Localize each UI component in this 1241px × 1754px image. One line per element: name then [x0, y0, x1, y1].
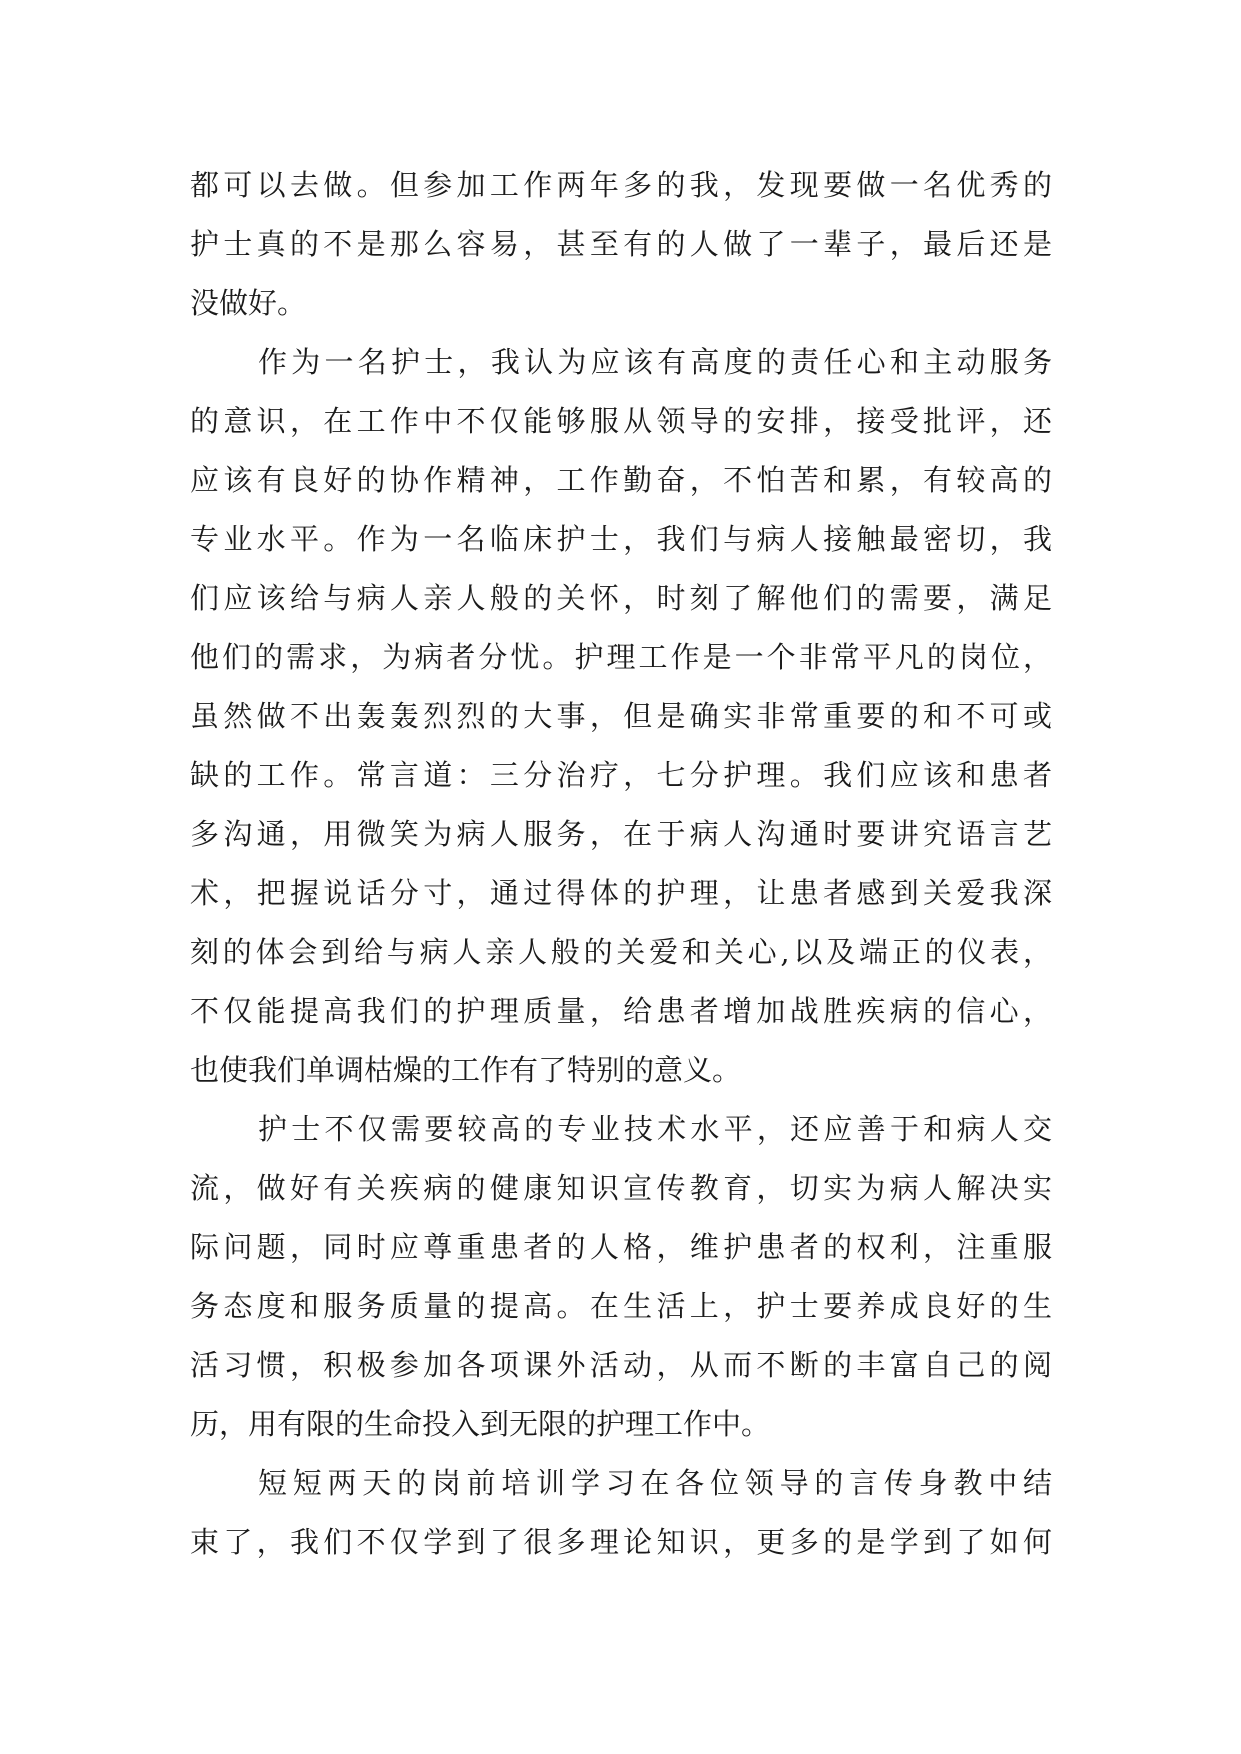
paragraph: [190, 333, 1052, 1100]
text-line: 作为一名护士，我认为应该有高度的责任心和主动服务: [258, 345, 1052, 379]
text-line: 都可以去做。但参加工作两年多的我，发现要做一名优秀的: [190, 168, 1052, 202]
text-line: 缺的工作。常言道：三分治疗，七分护理。我们应该和患者: [190, 758, 1052, 792]
text-line: 短短两天的岗前培训学习在各位领导的言传身教中结: [258, 1466, 1052, 1500]
text-line: 没做好。: [190, 286, 307, 320]
text-line: 务态度和服务质量的提高。在生活上，护士要养成良好的生: [190, 1289, 1052, 1323]
text-line: 虽然做不出轰轰烈烈的大事，但是确实非常重要的和不可或: [190, 699, 1052, 733]
text-line: 束了，我们不仅学到了很多理论知识，更多的是学到了如何: [190, 1525, 1052, 1559]
text-line: 的意识，在工作中不仅能够服从领导的安排，接受批评，还: [190, 404, 1052, 438]
text-line: 应该有良好的协作精神，工作勤奋，不怕苦和累，有较高的: [190, 463, 1052, 497]
text-line: 多沟通，用微笑为病人服务，在于病人沟通时要讲究语言艺: [190, 817, 1052, 851]
paragraph: [190, 1454, 1052, 1572]
text-line: 护士真的不是那么容易，甚至有的人做了一辈子，最后还是: [190, 227, 1052, 261]
text-line: 流，做好有关疾病的健康知识宣传教育，切实为病人解决实: [190, 1171, 1052, 1205]
text-line: 他们的需求，为病者分忧。护理工作是一个非常平凡的岗位，: [190, 640, 1052, 674]
text-line: 不仅能提高我们的护理质量，给患者增加战胜疾病的信心，: [190, 994, 1052, 1028]
paragraph: [190, 156, 1052, 333]
text-line: 术，把握说话分寸，通过得体的护理，让患者感到关爱我深: [190, 876, 1052, 910]
text-line: 刻的体会到给与病人亲人般的关爱和关心,以及端正的仪表，: [190, 935, 1052, 969]
paragraph: [190, 1100, 1052, 1454]
text-line: 也使我们单调枯燥的工作有了特别的意义。: [190, 1053, 742, 1087]
document-body: [190, 156, 1052, 1572]
text-line: 护士不仅需要较高的专业技术水平，还应善于和病人交: [258, 1112, 1052, 1146]
text-line: 历，用有限的生命投入到无限的护理工作中。: [190, 1407, 771, 1441]
text-line: 际问题，同时应尊重患者的人格，维护患者的权利，注重服: [190, 1230, 1052, 1264]
text-line: 活习惯，积极参加各项课外活动，从而不断的丰富自己的阅: [190, 1348, 1052, 1382]
text-line: 们应该给与病人亲人般的关怀，时刻了解他们的需要，满足: [190, 581, 1052, 615]
text-line: 专业水平。作为一名临床护士，我们与病人接触最密切，我: [190, 522, 1052, 556]
